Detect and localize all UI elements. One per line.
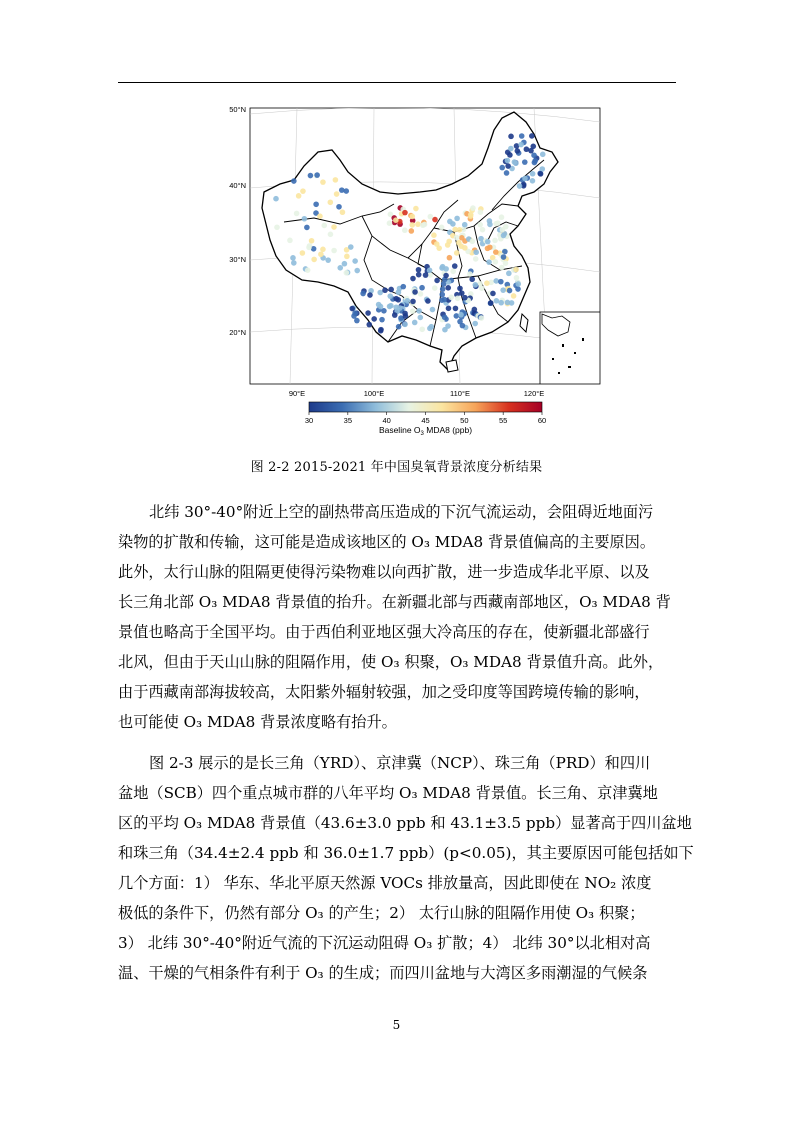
station-dot xyxy=(462,222,468,228)
station-dot xyxy=(538,171,544,177)
station-dot xyxy=(340,209,346,215)
station-dot xyxy=(512,159,518,165)
station-dot xyxy=(328,199,334,205)
paragraph-2-line: 盆地（SCB）四个重点城市群的八年平均 O₃ MDA8 背景值。长三角、京津冀地 xyxy=(118,784,658,802)
station-dot xyxy=(348,244,354,250)
station-dot xyxy=(458,312,464,318)
paragraph-1-line: 景值也略高于全国平均。由于西伯利亚地区强大冷高压的存在，使新疆北部盛行 xyxy=(118,623,650,641)
station-dot xyxy=(446,306,452,312)
station-dot xyxy=(397,305,403,311)
station-dot xyxy=(428,214,434,220)
station-dot xyxy=(333,177,339,183)
station-dot xyxy=(469,276,475,282)
station-dot xyxy=(287,238,293,244)
station-dot xyxy=(318,251,324,257)
station-dot xyxy=(412,320,418,326)
station-dot xyxy=(325,257,331,263)
station-dot xyxy=(513,267,519,273)
station-dot xyxy=(530,178,536,184)
colorbar-ticks xyxy=(305,412,546,425)
station-dot xyxy=(499,265,505,271)
station-dot xyxy=(313,201,319,207)
station-dot xyxy=(410,276,416,282)
station-dot xyxy=(405,298,411,304)
station-dot xyxy=(442,314,448,320)
paragraph-1 xyxy=(118,497,676,737)
station-dot xyxy=(294,211,300,217)
station-dot xyxy=(409,222,415,228)
station-dot xyxy=(457,319,463,325)
station-dot xyxy=(430,307,436,313)
colorbar-tick-label: 55 xyxy=(498,416,508,425)
colorbar-label: Baseline $O_3$ MDA8 (ppb) xyxy=(378,425,473,435)
station-dot xyxy=(432,285,438,291)
station-dot xyxy=(413,206,419,212)
station-dot xyxy=(302,216,308,222)
paragraph-1-line: 染物的扩散和传输，这可能是造成该地区的 O₃ MDA8 背景值偏高的主要原因。 xyxy=(118,533,656,551)
paragraph-1-line: 由于西藏南部海拔较高，太阳紫外辐射较强，加之受印度等国跨境传输的影响， xyxy=(118,683,650,701)
station-dot xyxy=(352,258,358,264)
station-dot xyxy=(480,227,486,233)
station-dot xyxy=(522,159,528,165)
station-dot xyxy=(500,227,506,233)
station-dot xyxy=(427,267,433,273)
station-dot xyxy=(504,170,510,176)
station-dot xyxy=(498,300,504,306)
paragraph-2 xyxy=(118,748,694,988)
station-dot xyxy=(419,326,425,332)
station-dot xyxy=(515,281,521,287)
station-dot xyxy=(485,246,491,252)
station-dot xyxy=(431,232,437,238)
ozone-map-figure xyxy=(222,100,602,435)
station-dot xyxy=(291,260,297,266)
paragraph-2-line: 3） 北纬 30°-40°附近气流的下沉运动阻碍 O₃ 扩散；4） 北纬 30°以北相对高 xyxy=(118,934,651,952)
station-dot xyxy=(443,273,449,279)
lon-label-100: 100°E xyxy=(363,389,385,398)
station-dot xyxy=(500,287,506,293)
station-dot xyxy=(409,214,415,220)
station-dot xyxy=(509,300,515,306)
station-dot xyxy=(531,152,537,158)
station-dot xyxy=(320,179,326,185)
station-dot xyxy=(434,278,440,284)
station-dot xyxy=(473,256,479,262)
station-dot xyxy=(300,250,306,256)
colorbar-tick-label: 45 xyxy=(421,416,430,425)
station-dot xyxy=(455,295,461,301)
station-dot xyxy=(432,217,438,223)
paragraph-2-line: 温、干燥的气相条件有利于 O₃ 的生成；而四川盆地与大湾区多雨潮湿的气候条 xyxy=(118,964,648,982)
station-dot xyxy=(409,228,415,234)
station-dot xyxy=(416,308,422,314)
station-dot xyxy=(485,239,491,245)
station-dot xyxy=(494,298,500,304)
station-dot xyxy=(501,254,507,260)
station-dot xyxy=(459,235,465,241)
station-dot xyxy=(396,289,402,295)
station-dot xyxy=(505,163,511,169)
station-dot xyxy=(378,328,384,334)
colorbar-tick-label: 30 xyxy=(304,416,314,425)
station-dot xyxy=(515,148,521,154)
station-dot xyxy=(450,269,456,275)
station-dot xyxy=(410,299,416,305)
station-dot xyxy=(351,313,357,319)
station-dot xyxy=(445,323,451,329)
station-dot xyxy=(484,280,490,286)
station-dot xyxy=(479,315,485,321)
station-dot xyxy=(354,268,360,274)
paragraph-2-line: 几个方面：1） 华东、华北平原天然源 VOCs 排放量高，因此即使在 NO₂ 浓度 xyxy=(118,874,652,892)
station-dot xyxy=(365,310,371,316)
station-dot xyxy=(412,289,418,295)
station-dot xyxy=(344,254,350,260)
paragraph-1-line: 此外，太行山脉的阻隔更使得污染物难以向西扩散，进一步造成华北平原、以及 xyxy=(118,563,650,581)
station-dot xyxy=(499,165,505,171)
station-dot xyxy=(393,217,399,223)
station-dot xyxy=(425,298,431,304)
header-rule xyxy=(118,82,676,83)
station-dot xyxy=(454,313,460,319)
station-dot xyxy=(447,255,453,261)
station-dot xyxy=(402,210,408,216)
station-dot xyxy=(439,225,445,231)
station-dot xyxy=(445,285,451,291)
station-dot xyxy=(393,296,399,302)
station-dot xyxy=(493,249,499,255)
station-dot xyxy=(518,142,524,148)
station-dot xyxy=(493,259,499,265)
station-dot xyxy=(454,250,460,256)
station-dot xyxy=(436,245,442,251)
paragraph-1-line: 北纬 30°-40°附近上空的副热带高压造成的下沉气流运动，会阻碍近地面污 xyxy=(149,503,654,521)
lat-label-20: 20°N xyxy=(229,328,246,337)
station-dot xyxy=(387,220,393,226)
station-dot xyxy=(470,205,476,211)
station-dot xyxy=(388,303,394,309)
station-dot xyxy=(487,222,493,228)
station-dot xyxy=(371,316,377,322)
station-dot xyxy=(495,220,501,226)
station-dot xyxy=(522,176,528,182)
station-dot xyxy=(392,312,398,318)
station-dot xyxy=(328,231,334,237)
station-dot xyxy=(507,152,513,158)
lon-label-110: 110°E xyxy=(450,389,470,398)
station-dot xyxy=(507,288,513,294)
station-dot xyxy=(478,236,484,242)
colorbar-tick-label: 35 xyxy=(343,416,353,425)
station-dot xyxy=(498,279,504,285)
station-dot xyxy=(511,293,517,299)
station-dot xyxy=(420,222,426,228)
paragraph-2-line: 图 2-3 展示的是长三角（YRD）、京津冀（NCP）、珠三角（PRD）和四川 xyxy=(149,754,651,772)
station-dot xyxy=(467,271,473,277)
station-dot xyxy=(321,223,327,229)
station-dot xyxy=(492,238,498,244)
station-dot xyxy=(503,260,509,266)
lat-label-40: 40°N xyxy=(229,181,246,190)
station-dot xyxy=(331,248,337,254)
station-dot xyxy=(439,292,445,298)
lon-label-120: 120°E xyxy=(523,389,545,398)
station-dot xyxy=(501,233,507,239)
station-dot xyxy=(396,324,402,330)
station-dot xyxy=(452,227,458,233)
station-dot xyxy=(334,191,340,197)
station-dot xyxy=(508,146,514,152)
station-dot xyxy=(539,166,545,172)
station-dot xyxy=(524,146,530,152)
station-dot xyxy=(331,224,337,230)
station-dot xyxy=(505,158,511,164)
station-dot xyxy=(532,158,538,164)
station-dot xyxy=(402,227,408,233)
station-dot xyxy=(468,212,474,218)
station-dot xyxy=(488,300,494,306)
station-dot xyxy=(308,173,314,179)
station-dot xyxy=(402,322,408,328)
station-dot xyxy=(419,285,425,291)
south-china-sea-inset xyxy=(540,312,600,384)
station-dot xyxy=(415,221,421,227)
lat-label-30: 30°N xyxy=(229,255,246,264)
lon-label-90: 90°E xyxy=(288,389,306,398)
station-dot xyxy=(447,219,453,225)
station-dot xyxy=(344,270,350,276)
station-dot xyxy=(304,225,310,231)
station-dot xyxy=(274,224,280,230)
lat-label-50: 50°N xyxy=(229,105,246,114)
station-dot xyxy=(360,291,366,297)
station-dot xyxy=(290,255,296,261)
station-dot xyxy=(317,213,323,219)
paragraph-2-line: 和珠三角（34.4±2.4 ppb 和 36.0±1.7 ppb）(p<0.05)，其主要原因可能包括如下 xyxy=(118,844,694,862)
station-dot xyxy=(291,178,297,184)
station-dot xyxy=(519,133,525,139)
figure-caption: 图 2-2 2015-2021 年中国臭氧背景浓度分析结果 xyxy=(250,460,543,475)
station-dot xyxy=(470,239,476,245)
station-dot xyxy=(490,291,496,297)
station-dot xyxy=(378,304,384,310)
station-dot xyxy=(309,238,315,244)
station-dot xyxy=(403,313,409,319)
station-dot xyxy=(540,151,546,157)
station-dot xyxy=(462,295,468,301)
page-number: 5 xyxy=(392,1018,401,1032)
station-dot xyxy=(479,285,485,291)
station-dot xyxy=(473,249,479,255)
station-dot xyxy=(453,306,459,312)
station-dot xyxy=(339,187,345,193)
station-dot xyxy=(388,287,394,293)
station-dot xyxy=(452,263,458,269)
station-dot xyxy=(478,209,484,215)
station-dot xyxy=(336,204,342,210)
paragraph-2-line: 区的平均 O₃ MDA8 背景值（43.6±3.0 ppb 和 43.1±3.5 ppb）显著高于四川盆地 xyxy=(118,814,692,832)
station-dot xyxy=(423,272,429,278)
station-dot xyxy=(454,216,460,222)
station-dot xyxy=(305,267,311,273)
station-dot xyxy=(472,321,478,327)
station-dot xyxy=(514,275,520,281)
station-dot xyxy=(367,292,373,298)
station-dot xyxy=(273,196,279,202)
colorbar-tick-label: 60 xyxy=(537,416,547,425)
station-dot xyxy=(416,272,422,278)
station-dot xyxy=(443,266,449,272)
station-dot xyxy=(530,171,536,177)
colorbar xyxy=(309,402,542,412)
ozone-map xyxy=(222,100,602,435)
station-dot xyxy=(477,222,483,228)
station-dot xyxy=(472,307,478,313)
paragraph-1-line: 也可能使 O₃ MDA8 背景浓度略有抬升。 xyxy=(118,713,397,731)
station-dot xyxy=(428,324,434,330)
station-dot xyxy=(400,284,406,290)
station-dot xyxy=(448,295,454,301)
station-dot xyxy=(441,281,447,287)
station-dot xyxy=(366,322,372,328)
station-dot xyxy=(377,290,383,296)
station-dot xyxy=(337,265,343,271)
station-dot xyxy=(508,134,514,140)
station-dot xyxy=(349,306,355,312)
station-dot xyxy=(382,287,388,293)
station-dot xyxy=(416,267,422,273)
station-dot xyxy=(410,308,416,314)
hainan-outline xyxy=(446,360,458,372)
station-dot xyxy=(342,261,348,267)
station-dot xyxy=(306,245,312,251)
station-dot xyxy=(440,286,446,292)
station-dot xyxy=(418,291,424,297)
station-dot xyxy=(314,172,320,178)
paragraph-1-line: 北风，但由于天山山脉的阻隔作用，使 O₃ 积聚，O₃ MDA8 背景值升高。此外， xyxy=(118,653,664,671)
station-dot xyxy=(418,315,424,321)
paragraph-1-line: 长三角北部 O₃ MDA8 背景值的抬升。在新疆北部与西藏南部地区，O₃ MDA8 背 xyxy=(118,593,671,611)
station-dot xyxy=(387,293,393,299)
station-dot xyxy=(486,259,492,265)
station-dot xyxy=(454,235,460,241)
station-dot xyxy=(379,317,385,323)
station-dot xyxy=(517,183,523,189)
station-dot xyxy=(529,133,535,139)
station-dot xyxy=(320,247,326,253)
station-dot xyxy=(441,297,447,303)
station-dot xyxy=(499,214,505,220)
paragraph-2-line: 极低的条件下，仍然有部分 O₃ 的产生；2） 太行山脉的阻隔作用使 O₃ 积聚； xyxy=(118,904,645,922)
colorbar-tick-label: 40 xyxy=(382,416,391,425)
station-dot xyxy=(300,188,306,194)
station-dot xyxy=(462,245,468,251)
station-dot xyxy=(473,282,479,288)
station-dot xyxy=(445,242,451,248)
station-dot xyxy=(506,271,512,277)
colorbar-tick-label: 50 xyxy=(460,416,469,425)
station-dot xyxy=(311,257,317,263)
station-dot xyxy=(296,193,302,199)
